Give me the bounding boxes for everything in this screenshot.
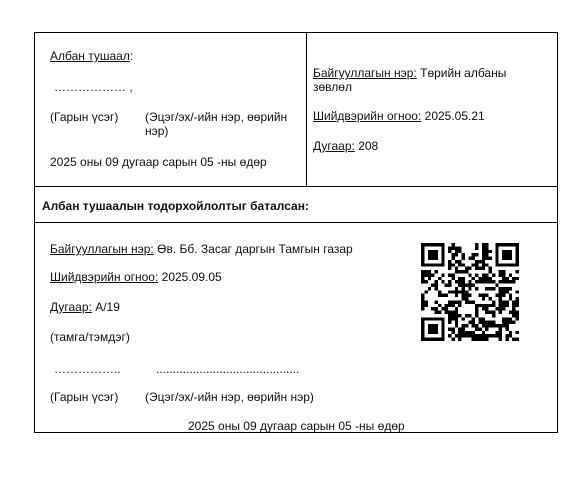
form-frame xyxy=(34,32,558,433)
org-name: Байгууллагын нэр: Төрийн албаны зөвлөл xyxy=(313,66,507,94)
qr-code-icon xyxy=(421,243,519,341)
signature-dots-left: …………….. xyxy=(54,362,121,376)
signature-dots: ……………… , xyxy=(54,80,133,94)
signature-label-bottom: (Гарын үсэг) xyxy=(50,390,119,404)
approver-org: Байгууллагын нэр: Өв. Бб. Засаг даргын Тамгын газар xyxy=(50,242,353,256)
column-divider xyxy=(306,33,307,186)
approval-date: Шийдвэрийн огноо: 2025.09.05 xyxy=(50,270,222,284)
approval-number: Дугаар: А/19 xyxy=(50,300,120,314)
date-text: 2025 оны 09 дугаар сарын 05 -ны өдөр xyxy=(50,155,267,169)
row-divider-top xyxy=(35,186,557,187)
approval-title: Албан тушаалын тодорхойлолтыг баталсан: xyxy=(42,199,309,213)
name-label: (Эцэг/эх/-ийн нэр, өөрийн нэр) xyxy=(145,110,288,138)
row-divider-middle xyxy=(35,222,557,223)
date-text-bottom: 2025 оны 09 дугаар сарын 05 -ны өдөр xyxy=(188,419,405,433)
position-heading: Албан тушаал: xyxy=(50,49,134,63)
decision-date: Шийдвэрийн огноо: 2025.05.21 xyxy=(313,109,485,123)
stamp-label: (тамга/тэмдэг) xyxy=(50,330,130,344)
name-label-bottom: (Эцэг/эх/-ийн нэр, өөрийн нэр) xyxy=(145,390,314,404)
signature-dots-right: ........................................... xyxy=(156,362,300,376)
signature-label: (Гарын үсэг) xyxy=(50,110,119,124)
decision-number: Дугаар: 208 xyxy=(313,139,379,153)
